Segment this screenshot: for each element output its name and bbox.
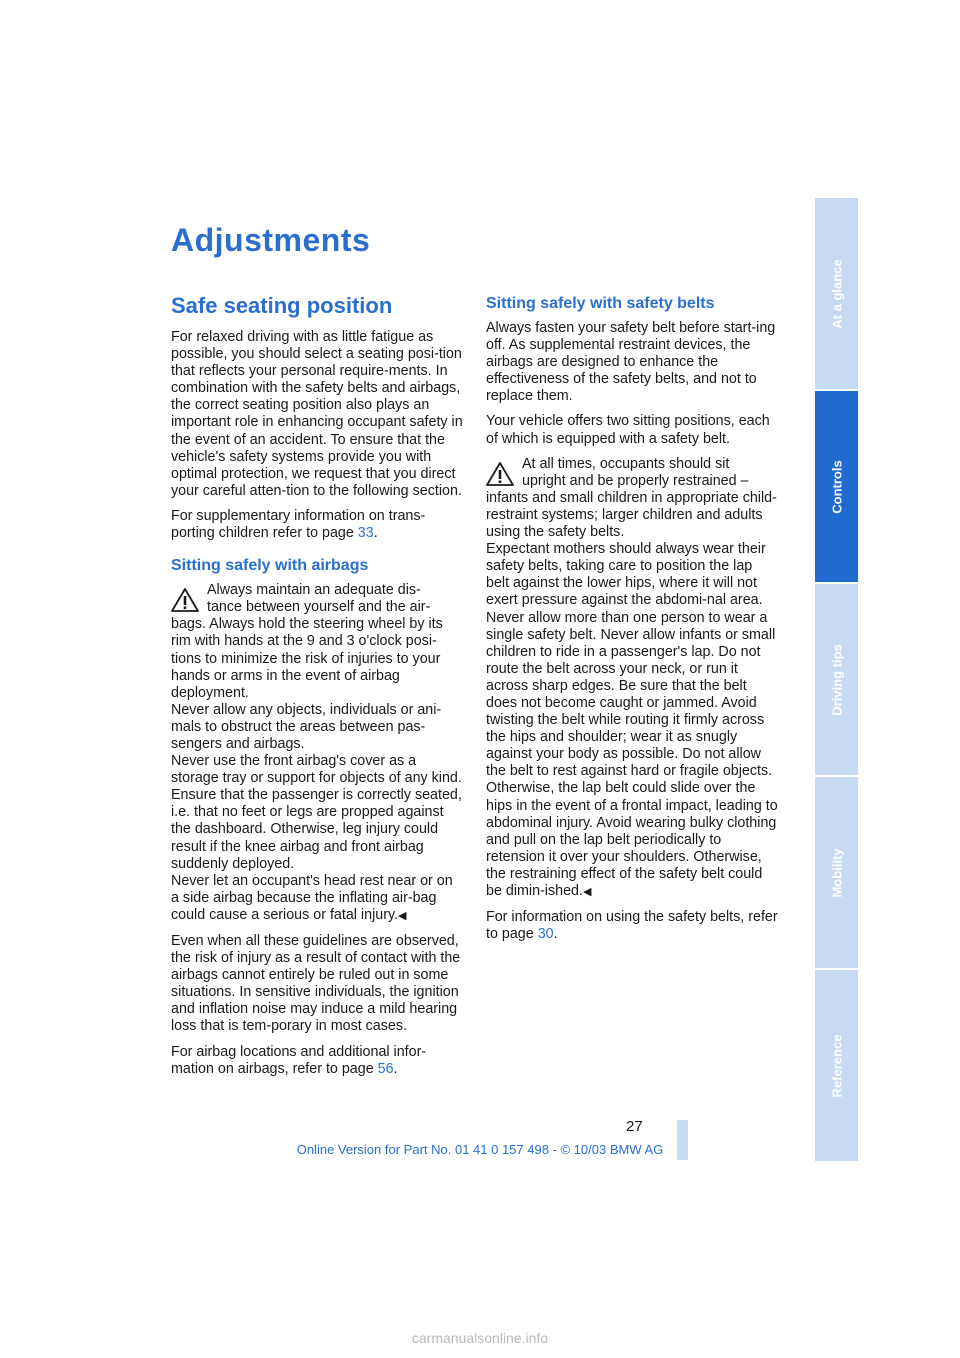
belt-info-paragraph	[486, 909, 778, 943]
page-number: 27	[626, 1118, 643, 1135]
warning-triangle-icon	[171, 587, 199, 613]
belt-warning-usage	[486, 610, 778, 902]
watermark-text: carmanualsonline.info	[411, 1330, 549, 1346]
tab-label-mobility: Mobility	[829, 847, 844, 898]
belt-warning-text: infants and small children in appropriate child-restraint systems; larger children and adults using the safety belts.	[486, 489, 777, 541]
belts-intro-paragraph: Always fasten your safety belt before start-ing off. As supplemental restraint devices, the airbags are designed to enhance the effectiveness of the safety belts, and not to replace them.	[486, 320, 776, 405]
belt-warning	[486, 456, 778, 901]
belt-warning-usage-text: Never allow more than one person to wear a single safety belt. Never allow infants or small children to ride in a passenger's lap. Do not route the belt across your neck, or run it across sharp edges. Be sure that the belt does not become caught or jammed. Avoid twisting the belt while routing it firmly across the hips and shoulder; wear it as snugly against your body as possible. Do not allow the belt to rest against hard or fragile objects. Otherwise, the lap belt could slide over the hips in the event of a frontal impact, leading to abdominal injury. Avoid wearing bulky clothing and pull on the lap belt periodically to retension it over your shoulders. Otherwise, the restraining effect of the safety belt could be dimin-ished.	[486, 609, 778, 899]
tab-at-a-glance[interactable]	[815, 198, 858, 389]
children-info-punct: .	[373, 525, 378, 542]
belt-info-text: For information on using the safety belts, refer to page	[486, 909, 778, 943]
page-link-33[interactable]: 33	[357, 525, 374, 542]
tab-controls[interactable]	[815, 391, 858, 582]
page-link-30[interactable]: 30	[537, 926, 554, 943]
tab-label-controls: Controls	[829, 459, 844, 514]
tab-label-driving-tips: Driving tips	[829, 643, 844, 716]
sub-heading-safety-belts: Sitting safely with safety belts	[486, 295, 715, 312]
children-info-paragraph	[171, 508, 463, 542]
airbag-warning-side	[171, 873, 463, 925]
airbag-warning-line-1: Always maintain an adequate dis-	[207, 582, 421, 599]
tab-label-at-a-glance: At a glance	[829, 258, 844, 329]
airbag-info-punct: .	[393, 1060, 398, 1077]
left-column	[171, 292, 463, 1086]
children-info-text: For supplementary information on trans-porting children refer to page	[171, 507, 426, 542]
page-link-56[interactable]: 56	[377, 1060, 394, 1077]
sitting-positions-paragraph: Your vehicle offers two sitting positions, each of which is equipped with a safety belt.	[486, 413, 770, 447]
sub-heading-airbags: Sitting safely with airbags	[171, 557, 369, 575]
airbag-info-paragraph	[171, 1044, 463, 1078]
belt-warning-line-2: upright and be properly restrained –	[522, 472, 749, 489]
page-title: Adjustments	[171, 222, 371, 258]
airbag-warning-line-2: tance between yourself and the air-	[207, 599, 431, 616]
tab-mobility[interactable]	[815, 777, 858, 968]
footer-text: Online Version for Part No. 01 41 0 157 498 - © 10/03 BMW AG	[296, 1142, 664, 1157]
warning-triangle-icon	[486, 461, 514, 487]
intro-paragraph: For relaxed driving with as little fatigue as possible, you should select a seating posi-tion that reflects your personal require-ments. In combination with the safety belts and airbags, the correct seating position also plays an important role in enhancing occupant safety in the event of an accident. To ensure that the vehicle's safety systems provide you with optimal protection, we request that you direct your careful atten-tion to the following section.	[171, 329, 463, 499]
tab-label-reference: Reference	[829, 1034, 844, 1097]
section-heading-safe-seating: Safe seating position	[171, 293, 393, 318]
right-column	[486, 294, 778, 951]
end-mark-icon: ◀	[398, 909, 407, 922]
airbag-warning-obstruct: Never allow any objects, individuals or ani-mals to obstruct the areas between pas-sengers and airbags.	[171, 701, 442, 752]
belt-warning-line-1: At all times, occupants should sit	[522, 455, 730, 472]
tab-reference[interactable]	[815, 970, 858, 1161]
airbag-warning-cover: Never use the front airbag's cover as a storage tray or support for objects of any kind. Ensure that the passenger is correctly seated, i.e. that no feet or legs are propped against the dashboard. Otherwise, leg injury could result if the knee airbag and front airbag suddenly deployed.	[171, 753, 462, 872]
airbag-warning	[171, 582, 463, 925]
belt-info-punct: .	[553, 926, 558, 943]
end-mark-icon: ◀	[582, 886, 592, 898]
tab-driving-tips[interactable]	[815, 584, 858, 775]
risk-paragraph: Even when all these guidelines are observed, the risk of injury as a result of contact with the airbags cannot entirely be ruled out in some situations. In sensitive individuals, the ignition and inflation noise may induce a mild hearing loss that is tem-porary in most cases.	[171, 933, 461, 1035]
belt-warning-expectant: Expectant mothers should always wear their safety belts, taking care to position the lap belt against the lower hips, where it will not exert pressure against the abdomi-nal area.	[486, 541, 766, 609]
chapter-tabs	[815, 198, 858, 1163]
airbag-warning-text: bags. Always hold the steering wheel by its rim with hands at the 9 and 3 o'clock posi-tions to minimize the risk of injuries to your hands or arms in the event of airbag deployment.	[171, 616, 443, 701]
airbag-info-text: For airbag locations and additional infor-mation on airbags, refer to page	[171, 1043, 427, 1077]
airbag-warning-side-text: Never let an occupant's head rest near or on a side airbag because the inflating air-bag could cause a serious or fatal injury.	[171, 872, 453, 923]
